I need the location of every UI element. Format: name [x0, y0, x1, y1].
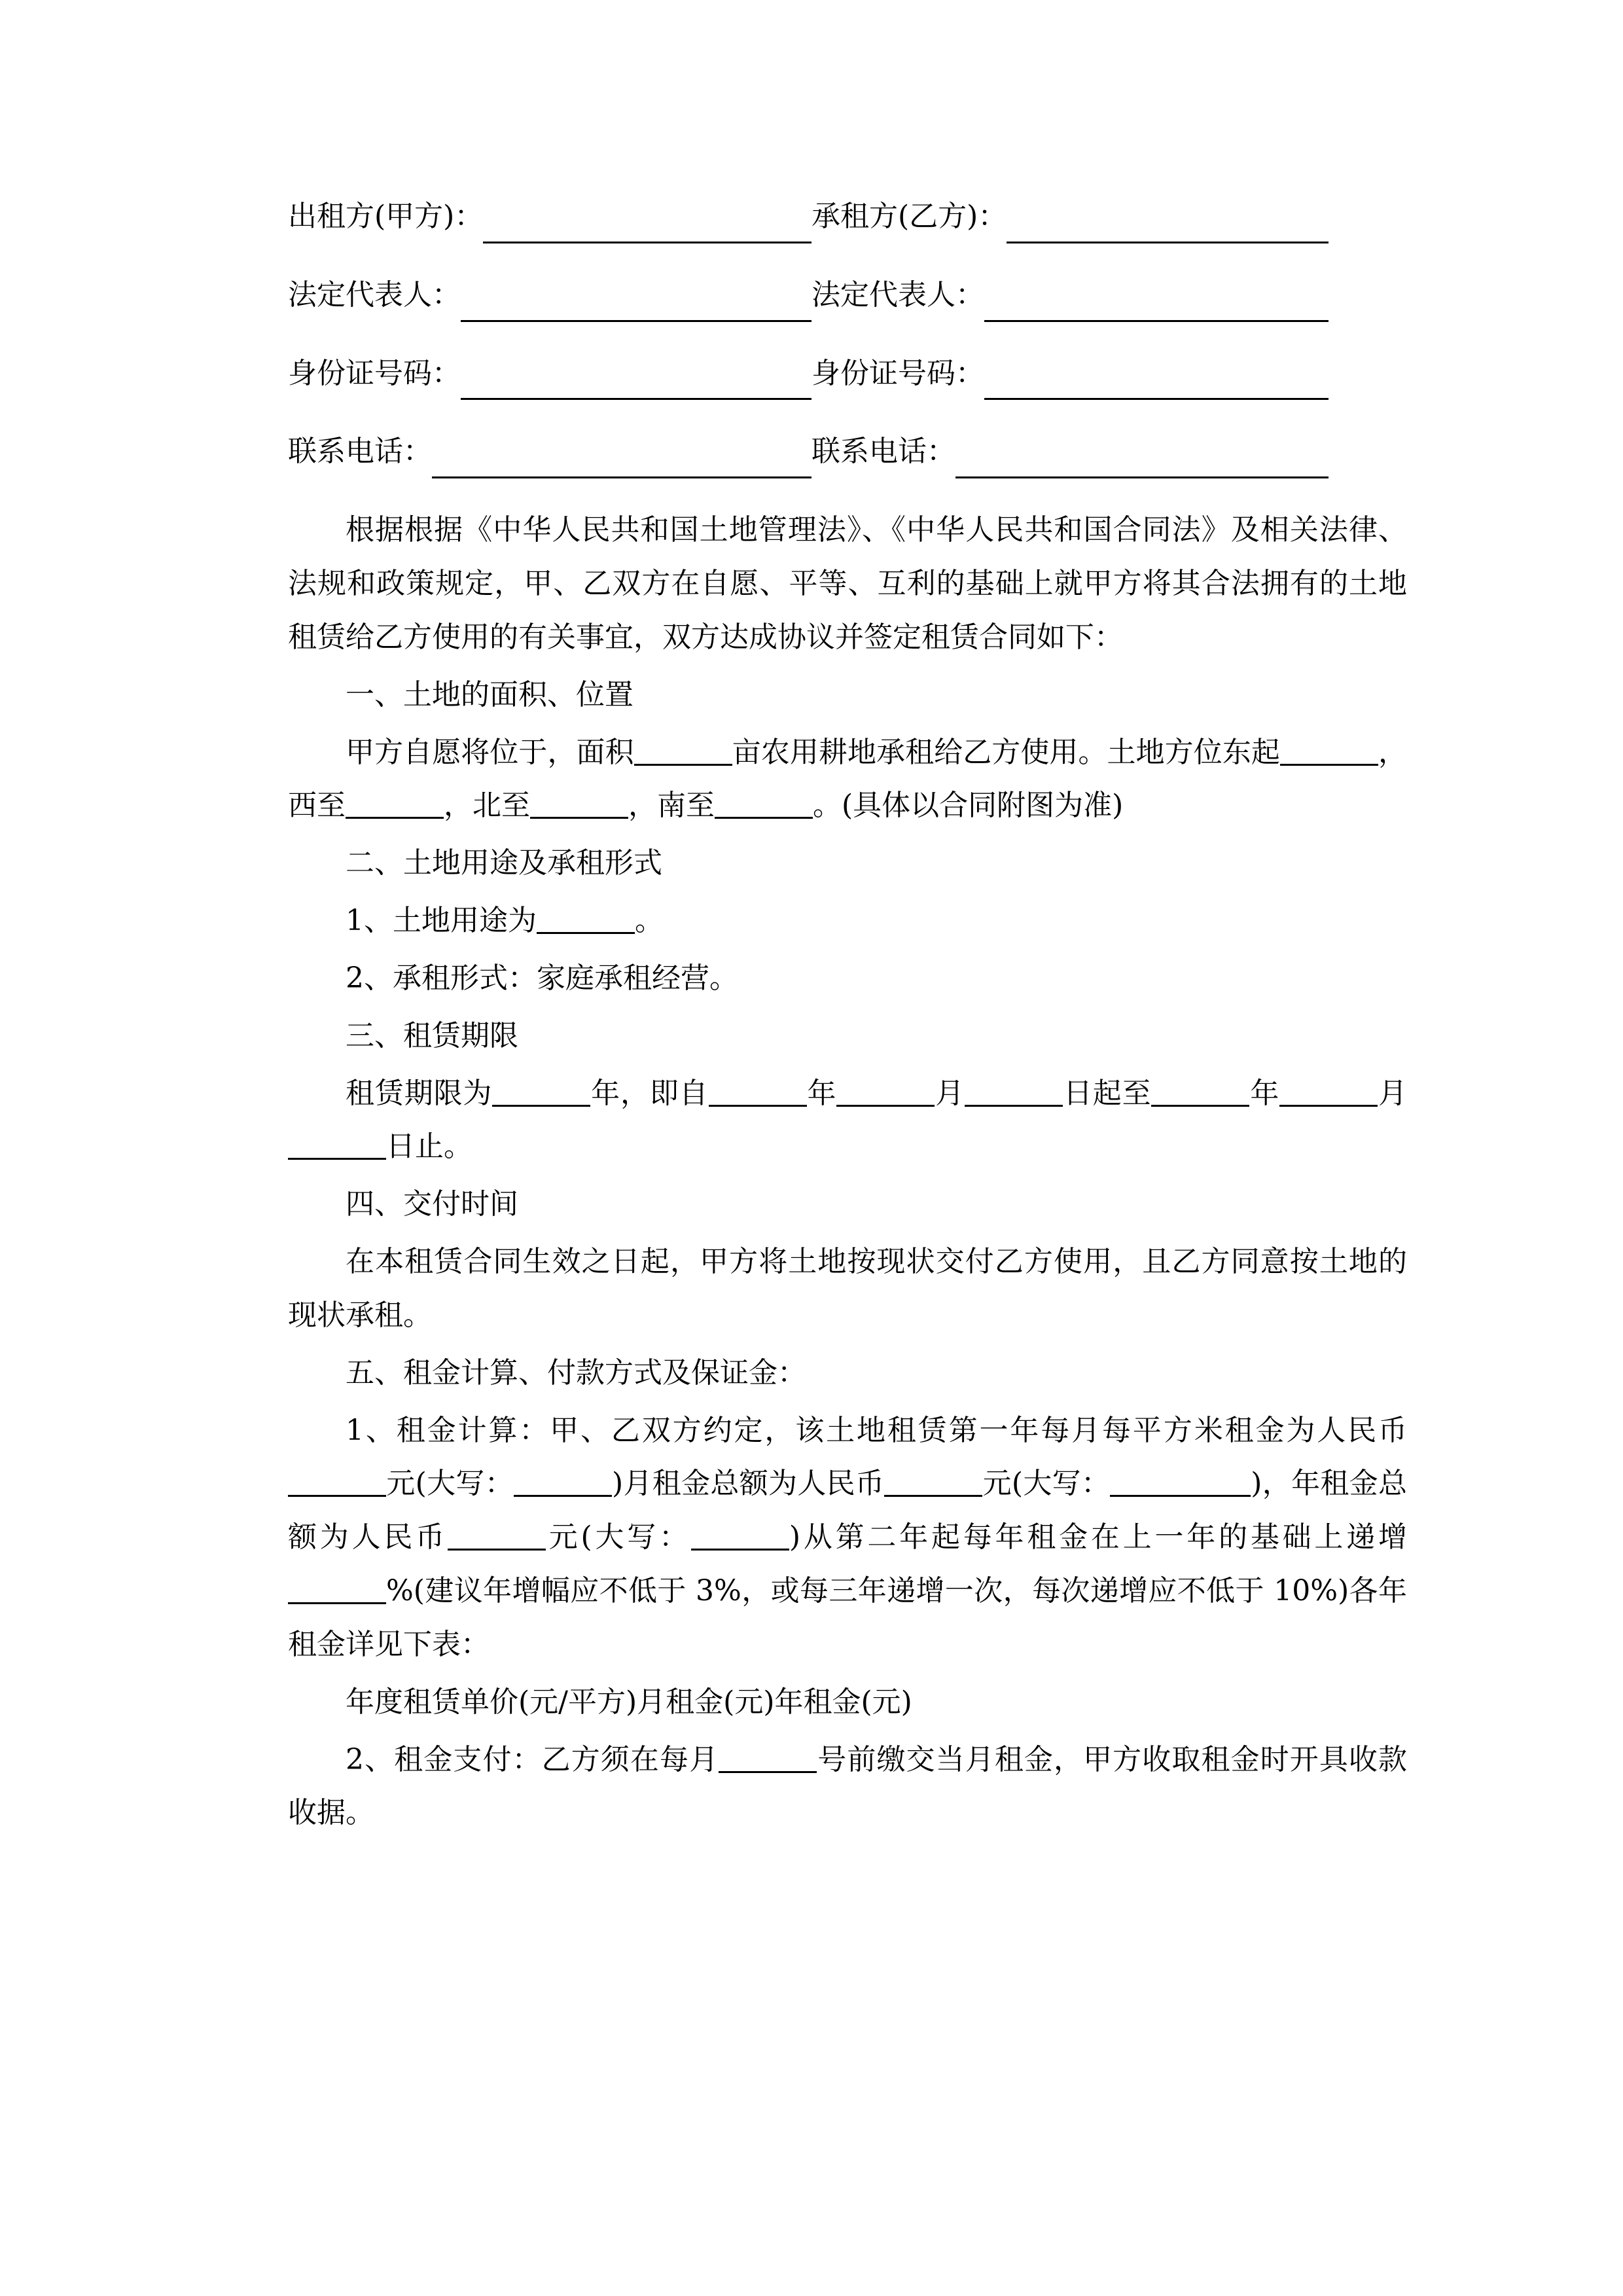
lessee-phone-label: 联系电话：: [812, 435, 955, 469]
party-row: [288, 425, 1407, 478]
lessee-name-label: 承租方(乙方)：: [812, 200, 1007, 233]
section-paragraph: [288, 1733, 1407, 1840]
fill-in-blank[interactable]: [1151, 1079, 1249, 1107]
paragraph-text: 甲方自愿将位于，面积: [346, 735, 634, 769]
party-row: [288, 347, 1407, 401]
paragraph-text: )从第二年起每年租金在上一年的基础上递增: [789, 1520, 1408, 1554]
paragraph-text: 租赁期限为: [346, 1076, 493, 1110]
lessee-name-field[interactable]: [812, 190, 1329, 243]
fill-in-blank[interactable]: [634, 738, 732, 766]
paragraph-text: 在本租赁合同生效之日起，甲方将土地按现状交付乙方使用，且乙方同意按土地的现状承租。: [288, 1245, 1407, 1332]
paragraph-text: 元(大写：: [386, 1467, 514, 1501]
paragraph-text: 。(具体以合同附图为准): [813, 789, 1124, 823]
paragraph-text: 元(大写：: [982, 1467, 1111, 1501]
section-heading: 三、租赁期限: [346, 1018, 518, 1052]
section-paragraph: [288, 1235, 1407, 1342]
paragraph-text: 1、租金计算：甲、乙双方约定，该土地租赁第一年每月每平方米租金为人民币: [346, 1413, 1407, 1447]
paragraph-text: 2、承租形式：家庭承租经营。: [346, 961, 738, 995]
lessee-phone-blank[interactable]: [955, 445, 1329, 478]
fill-in-blank[interactable]: [288, 1576, 386, 1604]
fill-in-blank[interactable]: [719, 1745, 817, 1773]
fill-in-blank[interactable]: [448, 1522, 546, 1551]
lessor-phone-label: 联系电话：: [288, 435, 432, 469]
paragraph-text: 月: [935, 1076, 965, 1110]
fill-in-blank[interactable]: [530, 791, 628, 819]
fill-in-blank[interactable]: [1279, 1079, 1378, 1107]
paragraph-text: 年，即自: [590, 1076, 709, 1110]
lessee-legal-rep-label: 法定代表人：: [812, 278, 984, 312]
section-heading: 四、交付时间: [346, 1187, 518, 1221]
paragraph-text: 1、土地用途为: [346, 904, 537, 938]
lessor-id-blank[interactable]: [461, 367, 812, 400]
paragraph-text: 年: [806, 1076, 837, 1110]
paragraph-text: )，年租金总额为人民币: [288, 1467, 1407, 1554]
lessor-legal-rep-label: 法定代表人：: [288, 278, 461, 312]
paragraph-text: %(建议年增幅应不低于 3%，或每三年递增一次，每次递增应不低于 10%)各年租金详见下表：: [288, 1574, 1407, 1661]
party-row: [288, 190, 1407, 243]
lessor-name-label: 出租方(甲方)：: [288, 200, 484, 233]
lessor-legal-rep-blank[interactable]: [461, 289, 812, 322]
paragraph-text: 2、租金支付：乙方须在每月: [346, 1742, 719, 1776]
lessor-phone-field[interactable]: [288, 425, 812, 478]
section-heading: 二、土地用途及承租形式: [346, 846, 662, 880]
paragraph-text: )月租金总额为人民币: [612, 1467, 885, 1501]
lessee-id-label: 身份证号码：: [812, 356, 984, 390]
paragraph-text: 日止。: [386, 1130, 473, 1164]
lessee-legal-rep-blank[interactable]: [984, 289, 1329, 322]
preamble-paragraph: 根据根据《中华人民共和国土地管理法》、《中华人民共和国合同法》及相关法律、法规和政策规定，甲、乙双方在自愿、平等、互利的基础上就甲方将其合法拥有的土地租赁给乙方使用的有关事宜，双方达成协议并签定租赁合同如下：: [288, 513, 1407, 654]
fill-in-blank[interactable]: [1110, 1469, 1251, 1497]
lessor-id-label: 身份证号码：: [288, 356, 461, 390]
lessee-phone-field[interactable]: [812, 425, 1329, 478]
sections-container: [288, 668, 1407, 1840]
paragraph-text: 月: [1378, 1076, 1408, 1110]
fill-in-blank[interactable]: [965, 1079, 1063, 1107]
section-paragraph: [288, 1404, 1407, 1672]
paragraph-text: ，北至: [444, 789, 530, 823]
paragraph-text: 。: [635, 904, 664, 938]
paragraph-text: 年: [1249, 1076, 1280, 1110]
paragraph-text: 元(大写：: [545, 1520, 691, 1554]
fill-in-blank[interactable]: [288, 1469, 386, 1497]
lessee-name-blank[interactable]: [1007, 210, 1329, 243]
section-paragraph: [288, 952, 1407, 1005]
lessor-name-field[interactable]: [288, 190, 812, 243]
lessee-legal-rep-field[interactable]: [812, 268, 1329, 322]
paragraph-text: 日起至: [1063, 1076, 1152, 1110]
section-paragraph: [288, 1067, 1407, 1174]
paragraph-text: ，南至: [628, 789, 715, 823]
lessee-id-blank[interactable]: [984, 367, 1329, 400]
fill-in-blank[interactable]: [836, 1079, 935, 1107]
lessor-legal-rep-field[interactable]: [288, 268, 812, 322]
fill-in-blank[interactable]: [346, 791, 444, 819]
fill-in-blank[interactable]: [691, 1522, 789, 1551]
paragraph-text: 号前缴交当月租金，甲方收取租金时开具收款收据。: [288, 1742, 1408, 1830]
fill-in-blank[interactable]: [492, 1079, 590, 1107]
fill-in-blank[interactable]: [1280, 738, 1378, 766]
fill-in-blank[interactable]: [884, 1469, 982, 1497]
paragraph-text: 亩农用耕地承租给乙方使用。土地方位东起: [732, 735, 1280, 769]
section-paragraph: [288, 1676, 1407, 1729]
lessor-name-blank[interactable]: [483, 210, 812, 243]
contract-body: [288, 190, 1407, 1840]
paragraph-text: 年度租赁单价(元/平方)月租金(元)年租金(元): [346, 1685, 912, 1719]
fill-in-blank[interactable]: [537, 906, 635, 934]
paragraph-text: ，西至: [288, 735, 1408, 823]
fill-in-blank[interactable]: [709, 1079, 807, 1107]
section-heading: 五、租金计算、付款方式及保证金：: [346, 1355, 806, 1390]
party-info-block: [288, 190, 1407, 478]
fill-in-blank[interactable]: [514, 1469, 612, 1497]
section-paragraph: [288, 726, 1407, 833]
fill-in-blank[interactable]: [715, 791, 813, 819]
lessor-phone-blank[interactable]: [432, 445, 812, 478]
section-heading: 一、土地的面积、位置: [346, 677, 633, 711]
section-paragraph: [288, 894, 1407, 948]
party-row: [288, 268, 1407, 322]
lessee-id-field[interactable]: [812, 347, 1329, 401]
fill-in-blank[interactable]: [288, 1132, 386, 1160]
lessor-id-field[interactable]: [288, 347, 812, 401]
